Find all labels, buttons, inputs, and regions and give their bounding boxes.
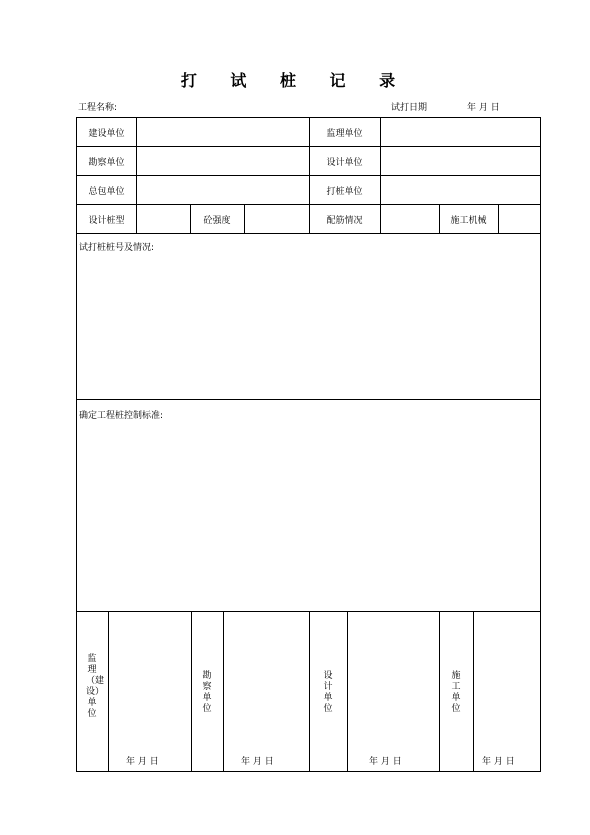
concrete-strength-label: 砼强度 — [203, 215, 231, 226]
concrete-strength-value[interactable] — [245, 205, 309, 233]
record-table — [76, 117, 541, 772]
survey-unit-label: 勘察单位 — [88, 157, 125, 168]
row-divider — [77, 233, 540, 234]
signature-area-supervision[interactable] — [109, 612, 191, 742]
test-date-format: 年 月 日 — [467, 103, 500, 113]
page-title: 打 试 桩 记 录 — [180, 71, 410, 90]
supervision-unit-label: 监理单位 — [326, 128, 363, 139]
section-divider — [77, 399, 540, 400]
signature-date-construction: 年 月 日 — [482, 757, 515, 767]
design-pile-type-value[interactable] — [137, 205, 190, 233]
general-contractor-value[interactable] — [137, 176, 309, 204]
survey-unit-value[interactable] — [137, 147, 309, 175]
test-piles-content[interactable] — [77, 254, 540, 398]
control-standard-content[interactable] — [77, 422, 540, 610]
signature-label-supervision: 监理（建设）单位 — [86, 654, 105, 719]
project-name-label: 工程名称: — [78, 103, 118, 113]
signature-label-survey: 勘察单位 — [202, 671, 212, 714]
col-divider — [309, 611, 310, 771]
col-divider — [439, 611, 440, 771]
col-divider — [191, 611, 192, 771]
signature-label-construction: 施工单位 — [451, 671, 461, 714]
design-unit-label: 设计单位 — [326, 157, 363, 168]
signature-area-design[interactable] — [348, 612, 439, 742]
reinforcement-value[interactable] — [381, 205, 439, 233]
reinforcement-label: 配筋情况 — [326, 215, 363, 226]
control-standard-label: 确定工程桩控制标准: — [79, 411, 164, 421]
design-pile-type-label: 设计桩型 — [88, 215, 125, 226]
construction-machinery-label: 施工机械 — [450, 215, 487, 226]
piling-unit-value[interactable] — [381, 176, 540, 204]
signature-label-design: 设计单位 — [323, 671, 333, 714]
test-piles-label: 试打桩桩号及情况: — [79, 243, 155, 253]
supervision-unit-value[interactable] — [381, 118, 540, 146]
signature-area-survey[interactable] — [224, 612, 309, 742]
signature-area-construction[interactable] — [474, 612, 540, 742]
construction-machinery-value[interactable] — [499, 205, 540, 233]
piling-unit-label: 打桩单位 — [326, 186, 363, 197]
build-unit-label: 建设单位 — [88, 128, 125, 139]
signature-date-supervision: 年 月 日 — [126, 757, 159, 767]
signature-date-survey: 年 月 日 — [241, 757, 274, 767]
design-unit-value[interactable] — [381, 147, 540, 175]
general-contractor-label: 总包单位 — [88, 186, 125, 197]
test-date-label: 试打日期 — [391, 103, 428, 113]
build-unit-value[interactable] — [137, 118, 309, 146]
signature-date-design: 年 月 日 — [369, 757, 402, 767]
